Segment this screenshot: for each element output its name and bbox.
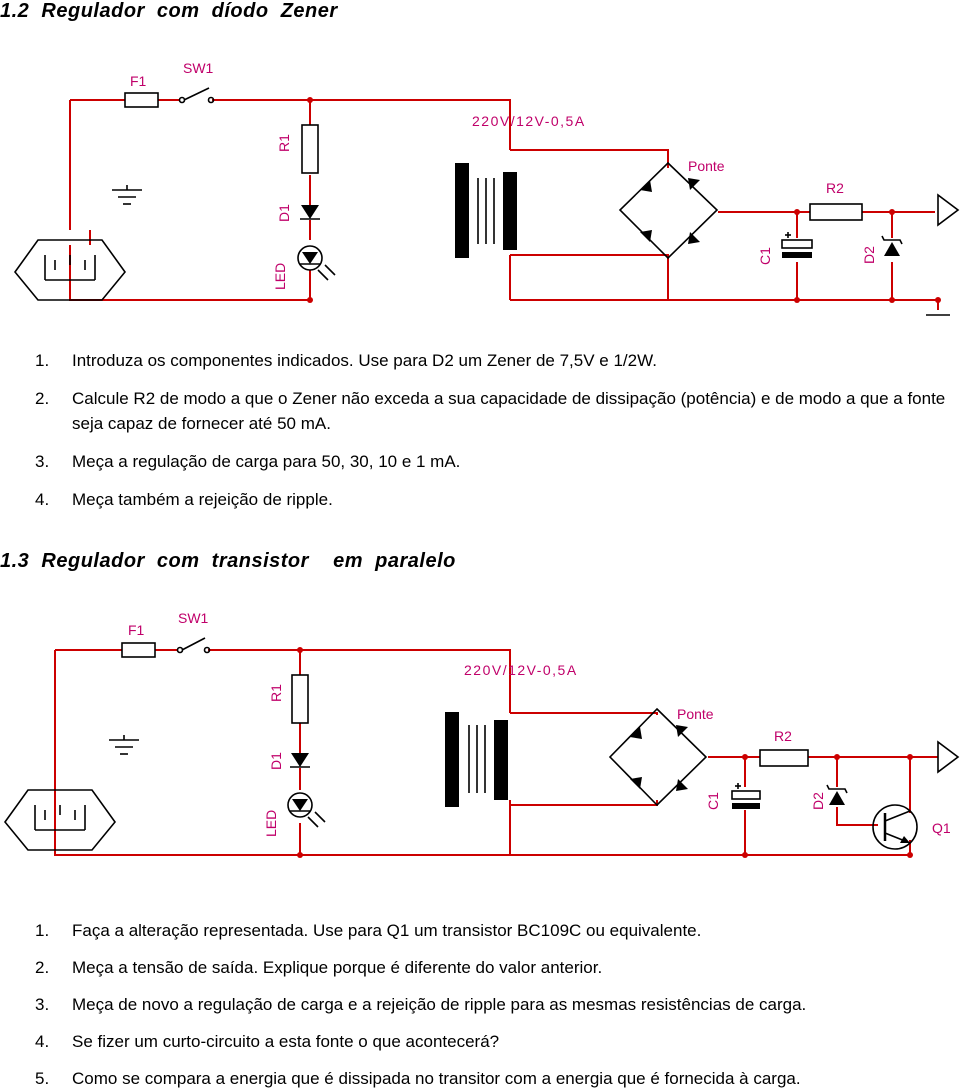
label-r1: R1 [268,684,284,702]
list-item: 2. Calcule R2 de modo a que o Zener não exceda a sua capacidade de dissipação (potência) e de modo a que a fonte seja capaz de fornecer até 50 mA. [35,389,946,433]
instructions-list-zener [35,348,960,512]
zener-d2 [884,242,900,256]
label-d1: D1 [268,752,284,770]
label-q1: Q1 [932,820,951,836]
label-sw1: SW1 [178,610,209,626]
resistor-r1 [302,125,318,173]
list-item: 3. Meça a regulação de carga para 50, 30, 10 e 1 mA. [35,452,461,471]
instructions-list-transistor [35,918,806,1091]
list-item: 4. Se fizer um curto-circuito a esta fonte o que acontecerá? [35,1032,500,1051]
label-d1: D1 [276,204,292,222]
label-led: LED [263,809,279,837]
resistor-r1 [292,675,308,723]
label-transformer: 220V/12V-0,5A [472,113,586,129]
label-c1: C1 [705,792,721,810]
diode-d1 [291,753,309,767]
list-item: 3. Meça de novo a regulação de carga e a rejeição de ripple para as mesmas resistências de carga. [35,995,807,1014]
bridge-rectifier [610,709,706,805]
label-r2: R2 [774,728,792,744]
label-led: LED [272,262,288,290]
label-ponte: Ponte [688,158,725,174]
label-f1: F1 [128,622,145,638]
transistor-q1 [873,805,917,849]
list-item: 2. Meça a tensão de saída. Explique porque é diferente do valor anterior. [35,958,603,977]
label-ponte: Ponte [677,706,714,722]
circuit-diagram-zener [0,0,960,330]
fuse-f1 [125,93,158,107]
resistor-r2 [810,204,862,220]
label-r1: R1 [276,134,292,152]
capacitor-c1 [782,240,812,248]
label-c1: C1 [757,247,773,265]
transformer-secondary [494,720,508,800]
transformer-secondary [503,172,517,250]
section-title-zener: 1.2 Regulador com díodo Zener [0,0,338,22]
list-item: 1. Introduza os componentes indicados. Use para D2 um Zener de 7,5V e 1/2W. [35,351,657,370]
transformer-primary [445,712,459,807]
bridge-rectifier [620,163,717,258]
label-r2: R2 [826,180,844,196]
fuse-f1 [122,643,155,657]
resistor-r2 [760,750,808,766]
list-item: 5. Como se compara a energia que é dissipada no transitor com a energia que é fornecida à carga. [35,1069,801,1088]
list-item: 4. Meça também a rejeição de ripple. [35,490,333,509]
output-terminal [938,195,958,225]
label-transformer: 220V/12V-0,5A [464,662,578,678]
label-f1: F1 [130,73,147,89]
output-terminal [938,742,958,772]
label-sw1: SW1 [183,60,214,76]
label-d2: D2 [861,246,877,264]
mains-socket [5,790,115,850]
section-title-transistor: 1.3 Regulador com transistor em paralelo [0,550,456,572]
zener-d2 [829,791,845,805]
diode-d1 [301,205,319,219]
capacitor-c1 [732,791,760,799]
label-d2: D2 [810,792,826,810]
circuit-diagram-transistor [0,595,960,895]
transformer-primary [455,163,469,258]
list-item: 1. Faça a alteração representada. Use para Q1 um transistor BC109C ou equivalente. [35,921,702,940]
